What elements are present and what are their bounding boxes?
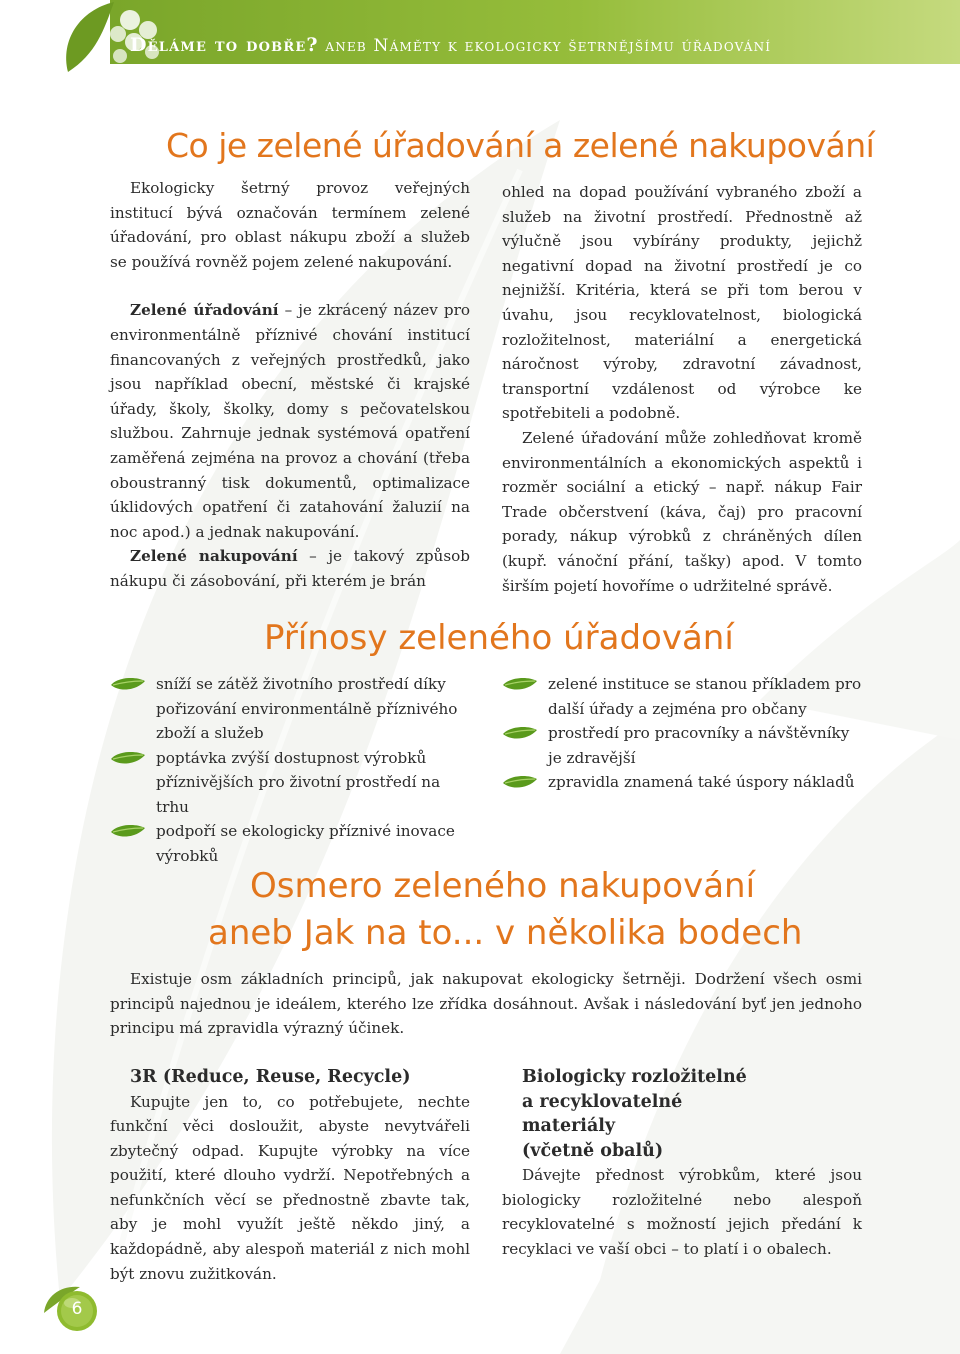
green-office-definition: – je zkrácený název pro environmentálně příznivé chování institucí financovaných z veřejných prostředků, jako jsou například obecní, městské či krajské úřady, školy, školky, domy s pečovatelskou službou. Zahrnuje jednak systémová opatření zaměřená zejména na provoz a chování (třeba oboustranný tisk dokumentů, optimalizace úklidových opatření či zatahování žaluzií na noc apod.) a jednak nakupování. xyxy=(110,301,470,541)
section-heading-eight-principles: Osmero zeleného nakupování xyxy=(250,866,756,906)
page-number: 6 xyxy=(71,1299,83,1319)
benefit-text: zpravidla znamená také úspory nákladů xyxy=(548,773,855,791)
benefit-text: sníží se zátěž životního prostředí díky pořizování environmentálně příznivého zboží a služeb xyxy=(156,675,458,742)
section-heading-green-office: Co je zelené úřadování a zelené nakupování xyxy=(166,126,875,165)
sustainable-management-paragraph: Zelené úřadování může zohledňovat kromě environmentálních a ekonomických aspektů i rozměr sociální a etický – např. nákup Fair Trade občerstvení (káva, čaj) pro pracovní porady, nákup výrobků z chráněných dílen (kupř. vánoční přání, tašky) apod. V tomto širším pojetí hovoříme o udržitelné správě. xyxy=(502,428,862,595)
principle-3r-title: 3R (Reduce, Reuse, Recycle) xyxy=(130,1067,411,1087)
principles-intro-paragraph xyxy=(110,967,862,1041)
list-item xyxy=(156,672,470,746)
list-item xyxy=(548,721,864,770)
list-item xyxy=(156,819,470,868)
green-purchasing-paragraph xyxy=(110,544,470,593)
green-purchasing-definition: – je takový způsob nákupu či zásobování, při kterém je brán xyxy=(110,547,470,590)
section1-left-column xyxy=(110,176,470,594)
principle-biodegradable-title-line4: (včetně obalů) xyxy=(522,1140,664,1161)
list-item xyxy=(548,672,864,721)
principles-intro-text: Existuje osm základních principů, jak nakupovat ekologicky šetrněji. Dodržení všech osmi principů najednou je ideálem, kterého lze zřídka dosáhnout. Avšak i následování byť jen jednoho principu má zpravidla výrazný účinek. xyxy=(110,970,862,1038)
section1-right-column xyxy=(502,180,862,598)
leaf-bullet-icon xyxy=(110,750,146,766)
criteria-paragraph: ohled na dopad používání vybraného zboží a služeb na životní prostředí. Přednostně až výlučně jsou vybírány produkty, jejichž negativní dopad na životní prostředí je co nejnižší. Kritéria, která se při tom berou v úvahu, jsou recyklovatelnost, biologická rozložitelnost, materiální a energetická náročnost výroby, zdravotní závadnost, transportní vzdálenost od výrobce ke spotřebiteli a podobně. xyxy=(502,183,862,423)
leaf-bullet-icon xyxy=(502,725,538,741)
benefits-list-right xyxy=(548,672,864,795)
benefits-list-left xyxy=(156,672,470,868)
list-item xyxy=(548,770,864,795)
principle-3r-text: Kupujte jen to, co potřebujete, nechte funkční věci dosloužit, abyste nevytvářeli zbytečný odpad. Kupujte výrobky na více použití, které dlouho vydrží. Nepotřebných a nefunkčních věcí se přednostně zbavte tak, aby je mohl využít ještě někdo jiný, a každopádně, aby alespoň materiál z nich mohl být znovu zužitkován. xyxy=(110,1092,470,1283)
benefit-text: poptávka zvýší dostupnost výrobků příznivějších pro životní prostředí na trhu xyxy=(156,748,441,816)
term-green-purchasing: Zelené nakupování xyxy=(130,547,298,566)
section-subheading-how-to: aneb Jak na to... v několika bodech xyxy=(208,913,803,953)
header-title xyxy=(130,34,771,56)
leaf-bullet-icon xyxy=(502,676,538,692)
principle-biodegradable-text: Dávejte přednost výrobkům, které jsou biologicky rozložitelné nebo alespoň recyklovatelné s možností jejich předání k recyklaci ve vaší obci – to platí i o obalech. xyxy=(502,1166,862,1258)
principle-biodegradable-title-line1: Biologicky rozložitelné xyxy=(522,1067,747,1087)
section-heading-benefits: Přínosy zeleného úřadování xyxy=(264,618,734,658)
benefit-text: zelené instituce se stanou příkladem pro další úřady a zejména pro občany xyxy=(548,675,862,718)
green-office-paragraph xyxy=(110,298,470,544)
intro-paragraph: Ekologicky šetrný provoz veřejných institucí bývá označován termínem zelené úřadování, pro oblast nákupu zboží a služeb se používá rovněž pojem zelené nakupování. xyxy=(110,179,470,271)
term-green-office: Zelené úřadování xyxy=(130,301,279,320)
header-title-bold: Děláme to dobře? xyxy=(130,34,319,56)
list-item xyxy=(156,746,470,820)
leaf-bullet-icon xyxy=(110,823,146,839)
principle-biodegradable-title-line2: a recyklovatelné xyxy=(522,1091,683,1112)
principle-biodegradable xyxy=(502,1065,862,1261)
principle-3r xyxy=(110,1065,470,1286)
header-title-rest: aneb Náměty k ekologicky šetrnějšímu úřadování xyxy=(318,36,772,56)
leaf-bullet-icon xyxy=(502,774,538,790)
principle-biodegradable-title-line3: materiály xyxy=(522,1116,616,1136)
benefit-text: prostředí pro pracovníky a návštěvníky je zdravější xyxy=(548,724,850,767)
leaf-bullet-icon xyxy=(110,676,146,692)
benefit-text: podpoří se ekologicky příznivé inovace výrobků xyxy=(156,822,455,865)
